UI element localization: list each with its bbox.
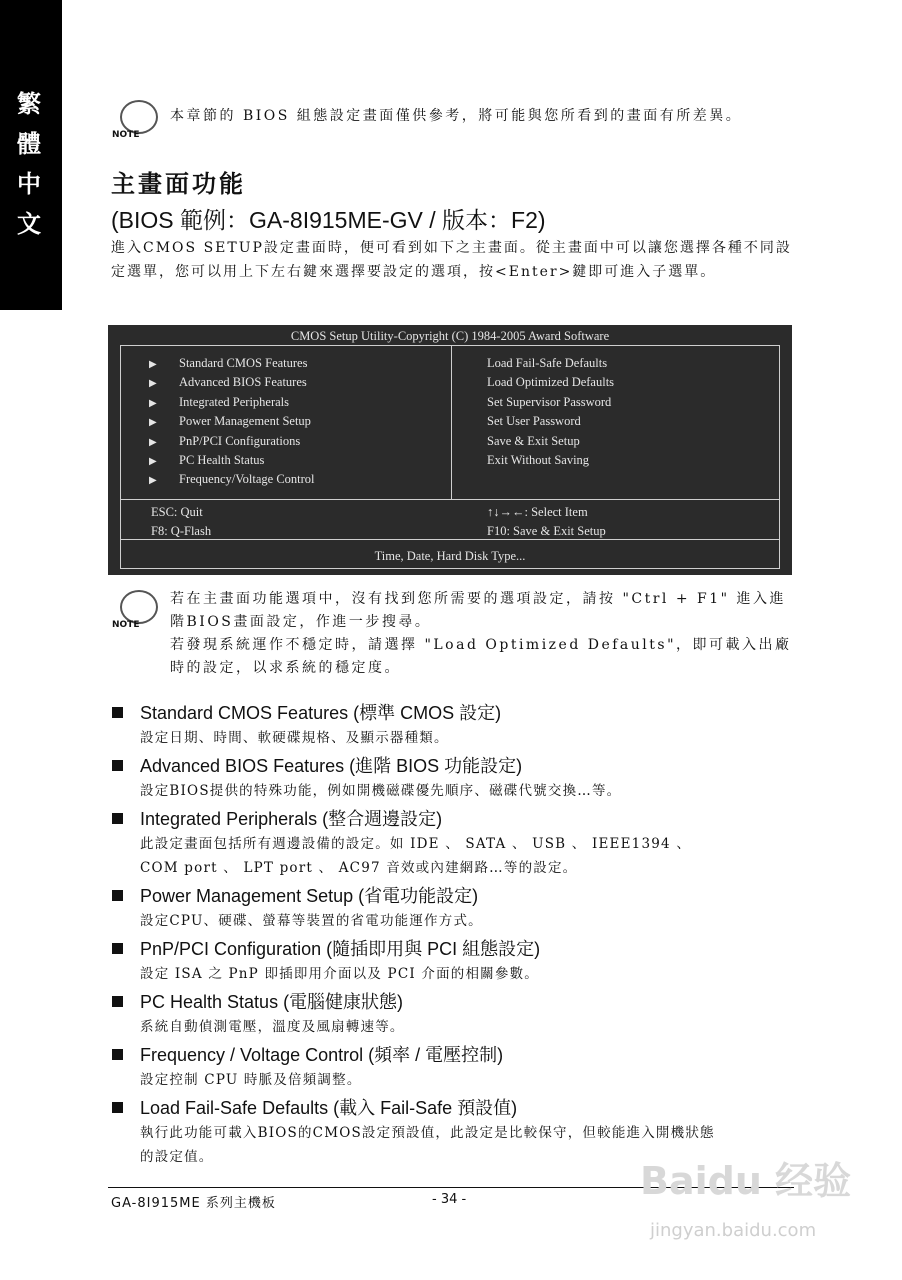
list-item bbox=[108, 1042, 808, 1092]
bios-menu-item[interactable]: ▶ PC Health Status bbox=[149, 452, 265, 467]
bios-frame bbox=[120, 345, 780, 569]
bios-status-line: Time, Date, Hard Disk Type... bbox=[374, 549, 526, 563]
item-description: 設定CPU、硬碟、螢幕等裝置的省電功能運作方式。 bbox=[140, 913, 483, 929]
list-item bbox=[108, 883, 808, 933]
bios-screenshot bbox=[108, 325, 792, 575]
watermark-url: jingyan.baidu.com bbox=[650, 1220, 817, 1241]
bios-menu-item[interactable]: Set Supervisor Password bbox=[487, 394, 612, 409]
bios-left-menu bbox=[149, 356, 315, 492]
item-description: 此設定畫面包括所有週邊設備的設定。如 IDE 、 SATA 、 USB 、 IEEE1394 、 COM port 、 LPT port 、 AC97 音效或內建網路…等的設定。 bbox=[140, 836, 692, 876]
footer-model: GA-8I915ME 系列主機板 bbox=[111, 1196, 276, 1211]
item-heading: Advanced BIOS Features (進階 BIOS 功能設定) bbox=[108, 753, 808, 779]
feature-list bbox=[108, 700, 808, 1169]
item-description: 設定控制 CPU 時脈及倍頻調整。 bbox=[140, 1072, 362, 1088]
section-subtitle: (BIOS 範例：GA-8I915ME-GV / 版本：F2) bbox=[111, 207, 546, 233]
key-select: ↑↓→←: Select Item bbox=[487, 505, 588, 519]
item-description: 設定BIOS提供的特殊功能，例如開機磁碟優先順序、磁碟代號交換…等。 bbox=[140, 783, 622, 799]
bios-menu-item[interactable]: ▶ Standard CMOS Features bbox=[149, 356, 308, 370]
baidu-watermark: Baidu 经验 bbox=[640, 1159, 852, 1203]
key-esc: ESC: Quit bbox=[151, 505, 203, 519]
language-side-tab bbox=[0, 0, 62, 310]
bios-menu-item[interactable]: Exit Without Saving bbox=[487, 452, 590, 467]
key-f8: F8: Q-Flash bbox=[151, 524, 212, 538]
bios-menu-item[interactable]: Save & Exit Setup bbox=[487, 433, 580, 448]
arrow-right-icon: ▶ bbox=[149, 475, 157, 487]
bios-menu-item[interactable]: ▶ Power Management Setup bbox=[149, 414, 311, 429]
section-title: 主畫面功能 bbox=[111, 169, 246, 198]
key-f10: F10: Save & Exit Setup bbox=[487, 524, 606, 538]
item-heading: Frequency / Voltage Control (頻率 / 電壓控制) bbox=[108, 1042, 808, 1068]
item-heading: Standard CMOS Features (標準 CMOS 設定) bbox=[108, 700, 808, 726]
arrow-right-icon: ▶ bbox=[149, 397, 157, 409]
bios-menu-item[interactable]: Load Fail-Safe Defaults bbox=[487, 356, 608, 370]
bios-menu-item[interactable]: ▶ Advanced BIOS Features bbox=[149, 375, 307, 390]
side-char: 文 bbox=[17, 209, 41, 238]
item-description: 設定日期、時間、軟硬碟規格、及顯示器種類。 bbox=[140, 730, 449, 746]
arrow-right-icon: ▶ bbox=[149, 455, 157, 467]
item-heading: Load Fail-Safe Defaults (載入 Fail-Safe 預設值) bbox=[108, 1095, 808, 1121]
note-text: 本章節的 BIOS 組態設定畫面僅供參考，將可能與您所看到的畫面有所差異。 bbox=[170, 108, 743, 124]
item-heading: PC Health Status (電腦健康狀態) bbox=[108, 989, 808, 1015]
note-text: 若發現系統運作不穩定時，請選擇 "Load Optimized Defaults"，即可載入出廠時的設定，以求系統的穩定度。 bbox=[170, 637, 792, 676]
item-description: 執行此功能可載入BIOS的CMOS設定預設值，此設定是比較保守，但較能進入開機狀態的設定值。 bbox=[140, 1125, 715, 1165]
list-item bbox=[108, 989, 808, 1039]
list-item bbox=[108, 700, 808, 750]
list-item bbox=[108, 806, 808, 880]
page-number: - 34 - bbox=[432, 1192, 467, 1207]
note-icon: NOTE bbox=[110, 100, 160, 142]
bios-menu-item[interactable]: ▶ Integrated Peripherals bbox=[149, 394, 290, 409]
item-description: 設定 ISA 之 PnP 即插即用介面以及 PCI 介面的相關參數。 bbox=[140, 966, 539, 982]
arrow-right-icon: ▶ bbox=[149, 378, 157, 390]
arrow-right-icon: ▶ bbox=[149, 359, 157, 370]
bios-menu-item[interactable]: ▶ PnP/PCI Configurations bbox=[149, 433, 301, 448]
bios-right-menu bbox=[487, 356, 614, 472]
item-heading: Power Management Setup (省電功能設定) bbox=[108, 883, 808, 909]
item-description: 系統自動偵測電壓，溫度及風扇轉速等。 bbox=[140, 1019, 405, 1035]
intro-paragraph: 進入CMOS SETUP設定畫面時，便可看到如下之主畫面。從主畫面中可以讓您選擇各種不同設定選單，您可以用上下左右鍵來選擇要設定的選項，按<Enter>鍵即可進入子選單。 bbox=[111, 240, 792, 280]
item-heading: PnP/PCI Configuration (隨插即用與 PCI 組態設定) bbox=[108, 936, 808, 962]
item-heading: Integrated Peripherals (整合週邊設定) bbox=[108, 806, 808, 832]
bios-menu-item[interactable]: ▶ Frequency/Voltage Control bbox=[149, 472, 315, 487]
note-icon: NOTE bbox=[110, 590, 160, 632]
bios-menu-item[interactable]: Load Optimized Defaults bbox=[487, 375, 615, 390]
side-char: 中 bbox=[17, 169, 41, 198]
list-item bbox=[108, 936, 808, 986]
arrow-right-icon: ▶ bbox=[149, 417, 157, 429]
side-char: 體 bbox=[17, 129, 41, 158]
note-text: 若在主畫面功能選項中，沒有找到您所需要的選項設定，請按 "Ctrl + F1" 進入進階BIOS畫面設定，作進一步搜尋。 bbox=[170, 591, 787, 630]
side-char: 繁 bbox=[17, 89, 41, 118]
arrow-right-icon: ▶ bbox=[149, 436, 157, 448]
list-item bbox=[108, 753, 808, 803]
bios-menu-item[interactable]: Set User Password bbox=[487, 414, 581, 429]
bios-title: CMOS Setup Utility-Copyright (C) 1984-2005 Award Software bbox=[290, 329, 610, 343]
